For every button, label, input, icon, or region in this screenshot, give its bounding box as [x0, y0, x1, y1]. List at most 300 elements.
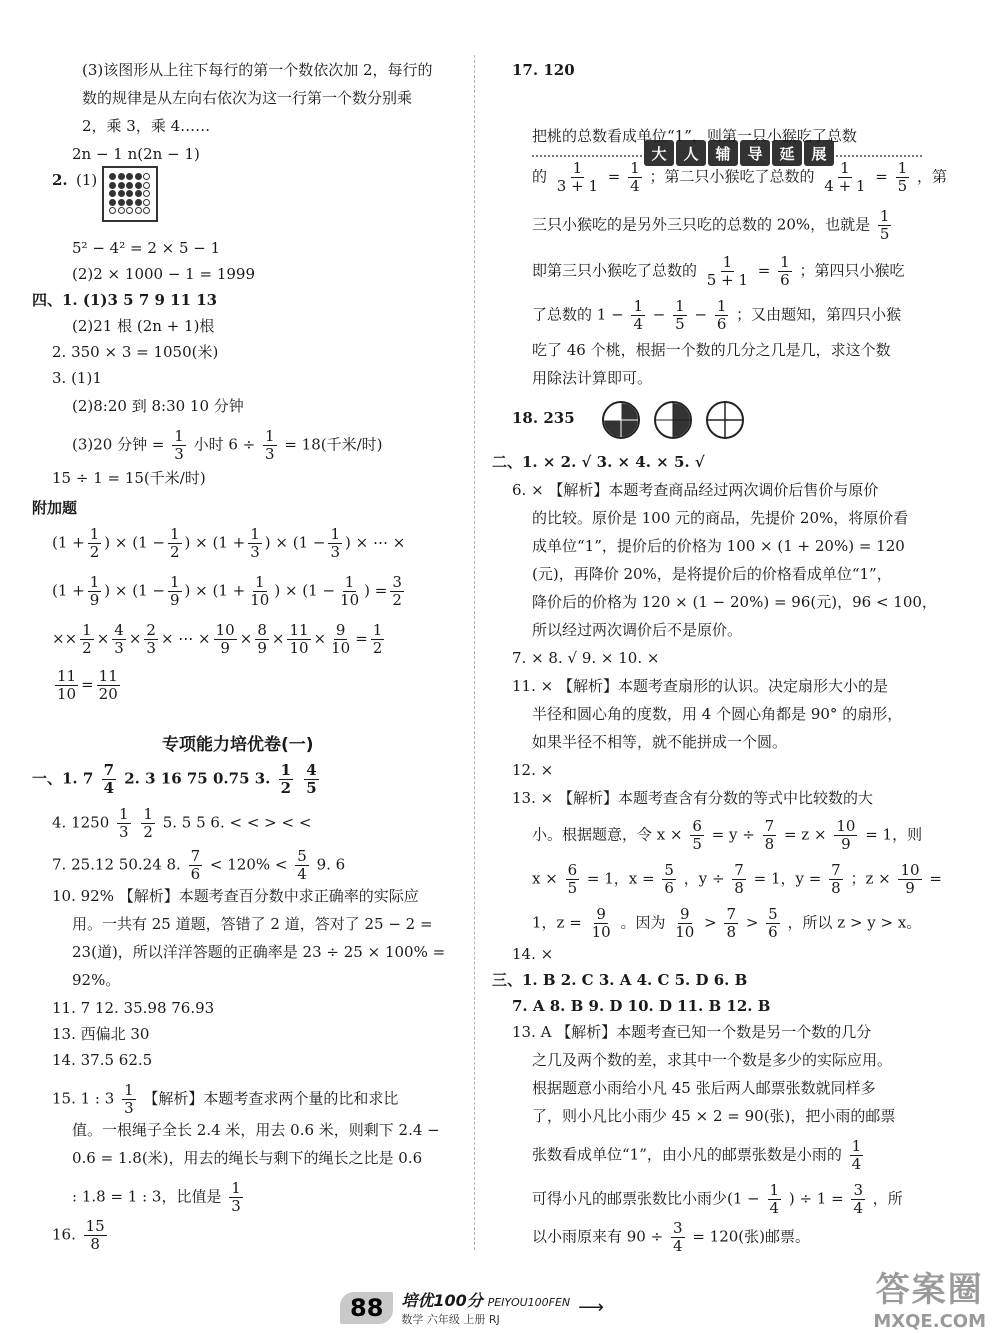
fraction [715, 298, 729, 333]
numerator: 7 [190, 847, 201, 865]
text-line: (元)，再降价 20%，是将提价后的价格看成单位“1”， [532, 565, 892, 583]
denominator: 5 [306, 779, 317, 797]
text-line: 降价后的价格为 120 × (1 − 20%) = 96(元)，96 < 100， [532, 593, 937, 611]
numerator: 1 [851, 1137, 862, 1155]
banner-char: 展 [804, 140, 834, 166]
text: 即第三只小猴吃了总数的 [532, 261, 698, 280]
grid-dot [135, 182, 142, 189]
grid-dot [135, 190, 142, 197]
operator: = [355, 629, 368, 648]
banner-char: 人 [676, 140, 706, 166]
text: x × [532, 869, 558, 888]
text-line: 92%。 [72, 971, 121, 989]
denominator: 10 [340, 591, 360, 609]
text-line: 2，乘 3，乘 4…… [82, 117, 211, 135]
numerator: 7 [734, 861, 744, 879]
numerator: 1 [255, 573, 265, 591]
text-line: 把桃的总数看成单位“1”，则第一只小猴吃了总数 [532, 127, 857, 145]
numerator: 4 [114, 621, 124, 639]
operator: ) × (1 + [184, 533, 246, 552]
text-line: (2)2 × 1000 − 1 = 1999 [72, 265, 255, 283]
denominator: 5 [879, 225, 890, 243]
math-line [532, 208, 894, 243]
text: − [694, 305, 708, 324]
fraction-circle-3 [706, 401, 744, 439]
operator: ) = [364, 581, 388, 600]
denominator: 4 [633, 315, 643, 333]
fraction [88, 574, 102, 609]
banner-char: 辅 [708, 140, 738, 166]
circle-figure-3 [708, 403, 742, 437]
text-line: 14. 37.5 62.5 [52, 1051, 153, 1069]
operator: × [128, 629, 142, 648]
text: 16. [52, 1225, 76, 1244]
text: = 1，x = [586, 869, 655, 888]
text-line: 根据题意小雨给小凡 45 张后两人邮票张数就同样多 [532, 1079, 876, 1097]
text-line: 17. 120 [512, 61, 575, 79]
denominator: 10 [675, 923, 695, 941]
text: = [929, 869, 942, 888]
math-line [72, 1180, 246, 1215]
fraction [255, 622, 269, 657]
text-line: 3. (1)1 [52, 369, 102, 387]
dot-grid-figure [102, 166, 158, 222]
fraction [263, 428, 277, 463]
text: − [652, 305, 666, 324]
numerator: 7 [831, 861, 841, 879]
text-line: 18. 235 [512, 409, 575, 427]
grid-dot [109, 190, 116, 197]
numerator: 1 [280, 761, 292, 779]
denominator: 10 [57, 685, 77, 703]
text-line: (2)8:20 到 8:30 10 分钟 [72, 397, 244, 415]
text: ，第 [916, 167, 947, 186]
fraction-circle-2 [654, 401, 692, 439]
fraction [168, 574, 182, 609]
math-line [52, 1218, 110, 1253]
fraction [141, 806, 155, 841]
grid-dot [135, 207, 142, 214]
text-line: 0.6 = 1.8(米)，用去的绳长与剩下的绳长之比是 0.6 [72, 1149, 423, 1167]
numerator: 1 [119, 805, 129, 823]
denominator: 3 [174, 445, 184, 463]
text: 7. 25.12 50.24 8. [52, 855, 181, 874]
fraction [371, 622, 385, 657]
numerator: 7 [764, 817, 775, 835]
fraction [834, 818, 857, 853]
fraction [97, 668, 120, 703]
fraction [628, 160, 642, 195]
denominator: 5 [567, 879, 578, 897]
fraction [279, 762, 293, 797]
math-line [32, 762, 322, 797]
denominator: 10 [250, 591, 270, 609]
fraction [566, 862, 580, 897]
math-line [52, 1082, 398, 1117]
fraction [144, 622, 158, 657]
text-line: 11. × 【解析】本题考查扇形的认识。决定扇形大小的是 [512, 677, 888, 695]
circle-figure-2 [656, 403, 690, 437]
operator: (1 + [52, 533, 85, 552]
text-line: 10. 92% 【解析】本题考查百分数中求正确率的实际应 [52, 887, 419, 905]
text-line: 四、1. (1)3 5 7 9 11 13 [32, 291, 218, 309]
numerator: 1 [169, 573, 180, 591]
text-line: 三、1. B 2. C 3. A 4. C 5. D 6. B [492, 971, 748, 989]
grid-dot [143, 199, 150, 206]
text: = y ÷ [711, 825, 755, 844]
section-title: 专项能力培优卷(一) [162, 735, 314, 755]
denominator: 5 [675, 315, 685, 333]
denominator: 4 [672, 1237, 683, 1255]
text-line: 之几及两个数的差，求其中一个数是多少的实际应用。 [532, 1051, 893, 1069]
denominator: 8 [726, 923, 737, 941]
text-line: 成单位“1”，提价后的价格为 100 × (1 + 20%) = 120 [532, 537, 905, 555]
denominator: 6 [780, 271, 790, 289]
fraction [248, 526, 262, 561]
text: 9. 6 [316, 855, 346, 874]
numerator: 10 [836, 817, 856, 835]
text-line: 的比较。原价是 100 元的商品，先提价 20%，将原价看 [532, 509, 909, 527]
text-line: 11. 7 12. 35.98 76.93 [52, 999, 215, 1017]
numerator: 1 [344, 573, 355, 591]
banner-char: 大 [644, 140, 674, 166]
numerator: 5 [297, 847, 307, 865]
numerator: 5 [768, 905, 778, 923]
math-line [72, 428, 383, 463]
fraction [896, 160, 910, 195]
denominator: 3 [330, 543, 341, 561]
fraction [878, 208, 892, 243]
page-number: 88 [340, 1292, 393, 1324]
fraction [328, 526, 342, 561]
numerator: 1 [675, 297, 685, 315]
numerator: 2 [146, 621, 156, 639]
fraction [555, 160, 600, 195]
numerator: 1 [630, 159, 640, 177]
text-line: (2)21 根 (2n + 1)根 [72, 317, 215, 335]
denominator: 2 [392, 591, 402, 609]
text: = 1，则 [865, 825, 923, 844]
operator: ) × (1 − [104, 581, 165, 600]
text: > [745, 913, 759, 932]
denominator: 4 [769, 1199, 780, 1217]
fraction [768, 1182, 782, 1217]
numerator: 11 [289, 621, 309, 639]
denominator: 5 [692, 835, 702, 853]
operator: ) × (1 − [104, 533, 165, 552]
fraction [673, 906, 696, 941]
grid-dot [118, 173, 125, 180]
denominator: 3 [114, 639, 124, 657]
text-line: 7. × 8. √ 9. × 10. × [512, 649, 660, 667]
numerator: 8 [257, 621, 267, 639]
text: 张数看成单位“1”，由小凡的邮票张数是小雨的 [532, 1145, 842, 1164]
denominator: 8 [831, 879, 841, 897]
denominator: 10 [331, 639, 351, 657]
numerator: 11 [57, 667, 77, 685]
math-line [52, 622, 387, 657]
text: (3)20 分钟 = [72, 435, 165, 454]
fraction [55, 668, 78, 703]
text: 2. 3 16 75 0.75 3. [124, 769, 271, 788]
text: ；第二只小猴吃了总数的 [649, 167, 815, 186]
math-line [52, 806, 311, 841]
math-line [532, 298, 901, 333]
text: 三只小猴吃的是另外三只吃的总数的 20%，也就是 [532, 215, 871, 234]
text: = 18(千米/时) [284, 435, 383, 454]
numerator: 5 [664, 861, 674, 879]
math-line [532, 818, 922, 853]
text: 。因为 [620, 913, 666, 932]
denominator: 3 [146, 639, 156, 657]
numerator: 1 [840, 159, 850, 177]
denominator: 3 [231, 1197, 241, 1215]
text-line: 所以经过两次调价后不是原价。 [532, 621, 743, 639]
text-line: 13. 西偏北 30 [52, 1025, 150, 1043]
fraction [112, 622, 126, 657]
text: 了总数的 1 − [532, 305, 624, 324]
operator: × [239, 629, 253, 648]
question-number: 2. [52, 171, 68, 189]
text-line: 了，则小凡比小雨少 45 × 2 = 90(张)，把小雨的邮票 [532, 1107, 896, 1125]
numerator: 3 [853, 1181, 864, 1199]
banner-char: 导 [740, 140, 770, 166]
fraction [829, 862, 843, 897]
numerator: 1 [250, 525, 260, 543]
text: = [875, 167, 888, 186]
text-line: 半径和圆心角的度数，用 4 个圆心角都是 90° 的扇形， [532, 705, 903, 723]
operator: × [271, 629, 285, 648]
grid-dot [143, 190, 150, 197]
text-line: 12. × [512, 761, 554, 779]
operator: ) × ⋯ × [345, 533, 406, 552]
denominator: 4 [297, 865, 307, 883]
watermark-url: MXQE.COM [873, 1311, 986, 1332]
watermark-logo: 答案圈 [875, 1270, 984, 1310]
numerator: 4 [306, 761, 317, 779]
math-line [52, 668, 123, 703]
text-line: 如果半径不相等，就不能拼成一个圆。 [532, 733, 788, 751]
numerator: 1 [231, 1179, 241, 1197]
text-line: 14. × [512, 945, 554, 963]
text: 以小雨原来有 90 ÷ [532, 1227, 664, 1246]
text: ；又由题知，第四只小猴 [736, 305, 902, 324]
fraction [80, 622, 94, 657]
grid-dot [135, 199, 142, 206]
fraction [287, 622, 310, 657]
grid-dot [109, 199, 116, 206]
grid-dot [143, 207, 150, 214]
column-divider [474, 55, 475, 1250]
text: 小。根据题意，令 x × [532, 825, 683, 844]
operator: ) × (1 + [184, 581, 246, 600]
fraction [102, 762, 116, 797]
grid-dot [143, 182, 150, 189]
text: = [757, 261, 771, 280]
fraction [778, 254, 792, 289]
denominator: 5 + 1 [706, 271, 748, 289]
numerator: 1 [169, 525, 180, 543]
numerator: 1 [633, 297, 643, 315]
operator: × [52, 629, 65, 648]
grid-dot [118, 182, 125, 189]
text: = 120(张)邮票。 [692, 1227, 810, 1246]
numerator: 9 [335, 621, 346, 639]
denominator: 3 + 1 [556, 177, 598, 195]
text-line: 23(道)，所以洋洋答题的正确率是 23 ÷ 25 × 100% = [72, 943, 446, 961]
denominator: 9 [89, 591, 100, 609]
grid-dot [109, 207, 116, 214]
numerator: 1 [372, 621, 383, 639]
numerator: 1 [89, 573, 100, 591]
denominator: 3 [265, 445, 275, 463]
numerator: 1 [716, 297, 727, 315]
brand-logo-text: 培优100分 [401, 1291, 483, 1310]
numerator: 1 [897, 159, 908, 177]
text-line: 13. A 【解析】本题考查已知一个数是另一个数的几分 [512, 1023, 872, 1041]
denominator: 9 [169, 591, 180, 609]
denominator: 10 [591, 923, 611, 941]
denominator: 3 [250, 543, 260, 561]
text: 1，z = [532, 913, 582, 932]
numerator: 1 [572, 159, 583, 177]
grid-dot [118, 199, 125, 206]
denominator: 4 [103, 779, 114, 797]
numerator: 1 [330, 525, 341, 543]
text-line: 7. A 8. B 9. D 10. D 11. B 12. B [512, 997, 771, 1015]
denominator: 8 [90, 1235, 100, 1253]
operator: × [313, 629, 327, 648]
text-line: (3)该图形从上往下每行的第一个数依次加 2，每行的 [82, 61, 433, 79]
numerator: 15 [85, 1217, 105, 1235]
denominator: 9 [220, 639, 230, 657]
text: ，y ÷ [683, 869, 725, 888]
math-line [532, 906, 921, 941]
operator: × [96, 629, 110, 648]
denominator: 6 [190, 865, 201, 883]
denominator: 20 [98, 685, 118, 703]
denominator: 9 [905, 879, 915, 897]
text: < 120% < [209, 855, 288, 874]
denominator: 10 [289, 639, 309, 657]
numerator: 10 [900, 861, 920, 879]
fraction [732, 862, 746, 897]
grid-dot [126, 190, 133, 197]
math-line [52, 526, 405, 561]
numerator: 1 [82, 621, 92, 639]
circle-figure-1 [604, 403, 638, 437]
denominator: 6 [768, 923, 778, 941]
fraction [117, 806, 131, 841]
fraction [851, 1182, 865, 1217]
operator: ) × (1 − [274, 581, 336, 600]
fraction [662, 862, 676, 897]
text-line: 5² − 4² = 2 × 5 − 1 [72, 239, 221, 257]
grid-dot [109, 173, 116, 180]
fraction [690, 818, 704, 853]
denominator: 2 [143, 823, 153, 841]
text: ；z × [850, 869, 891, 888]
denominator: 4 [851, 1155, 862, 1173]
operator: × [64, 629, 78, 648]
numerator: 6 [567, 861, 578, 879]
denominator: 2 [169, 543, 180, 561]
text: ；第四只小猴吃 [799, 261, 905, 280]
text: = z × [783, 825, 827, 844]
math-line [52, 574, 407, 609]
fraction [84, 1218, 107, 1253]
grid-dot [126, 182, 133, 189]
numerator: 7 [103, 761, 114, 779]
denominator: 2 [280, 779, 292, 797]
text: 15. 1 : 3 [52, 1089, 115, 1108]
math-line [532, 254, 904, 289]
text: ) ÷ 1 = [788, 1189, 844, 1208]
grid-dot [135, 173, 142, 180]
grid-dot [126, 173, 133, 180]
math-line [532, 862, 942, 897]
fraction [189, 848, 203, 883]
numerator: 1 [265, 427, 275, 445]
text: 【解析】本题考查求两个量的比和求比 [143, 1089, 399, 1108]
denominator: 3 [124, 1099, 134, 1117]
denominator: 6 [716, 315, 727, 333]
arrow-icon: ⟶ [578, 1297, 604, 1318]
denominator: 2 [89, 543, 100, 561]
denominator: 9 [841, 835, 851, 853]
numerator: 1 [174, 427, 184, 445]
fraction [172, 428, 186, 463]
text-line: 2n − 1 n(2n − 1) [72, 145, 200, 163]
numerator: 10 [215, 621, 235, 639]
text: 一、1. 7 [32, 769, 94, 788]
fraction [898, 862, 921, 897]
text-line: 二、1. × 2. √ 3. × 4. × 5. √ [492, 453, 705, 471]
denominator: 8 [734, 879, 744, 897]
denominator: 4 [853, 1199, 864, 1217]
page-footer [340, 1288, 604, 1327]
numerator: 6 [692, 817, 702, 835]
grid-dot [143, 173, 150, 180]
fraction [705, 254, 750, 289]
text: = [607, 167, 621, 186]
text: > [704, 913, 717, 932]
numerator: 9 [596, 905, 606, 923]
numerator: 3 [392, 573, 402, 591]
numerator: 11 [98, 667, 118, 685]
operator: ) × (1 − [264, 533, 326, 552]
text-line: 6. × 【解析】本题考查商品经过两次调价后售价与原价 [512, 481, 879, 499]
math-line [532, 1220, 810, 1255]
fraction [338, 574, 361, 609]
operator: = [81, 675, 94, 694]
text: 的 [532, 167, 548, 186]
book-subtitle: 数学 六年级 上册 RJ [401, 1313, 500, 1326]
fraction [304, 762, 318, 797]
brand-block [401, 1288, 570, 1327]
numerator: 1 [124, 1081, 134, 1099]
denominator: 4 [630, 177, 640, 195]
fraction-circle-1 [602, 401, 640, 439]
text: 可得小凡的邮票张数比小雨少(1 − [532, 1189, 760, 1208]
text: 小时 6 ÷ [193, 435, 256, 454]
operator: (1 + [52, 581, 85, 600]
banner-rule-left [532, 155, 642, 157]
numerator: 9 [680, 905, 690, 923]
fraction [122, 1082, 136, 1117]
numerator: 1 [143, 805, 153, 823]
numerator: 7 [726, 905, 737, 923]
